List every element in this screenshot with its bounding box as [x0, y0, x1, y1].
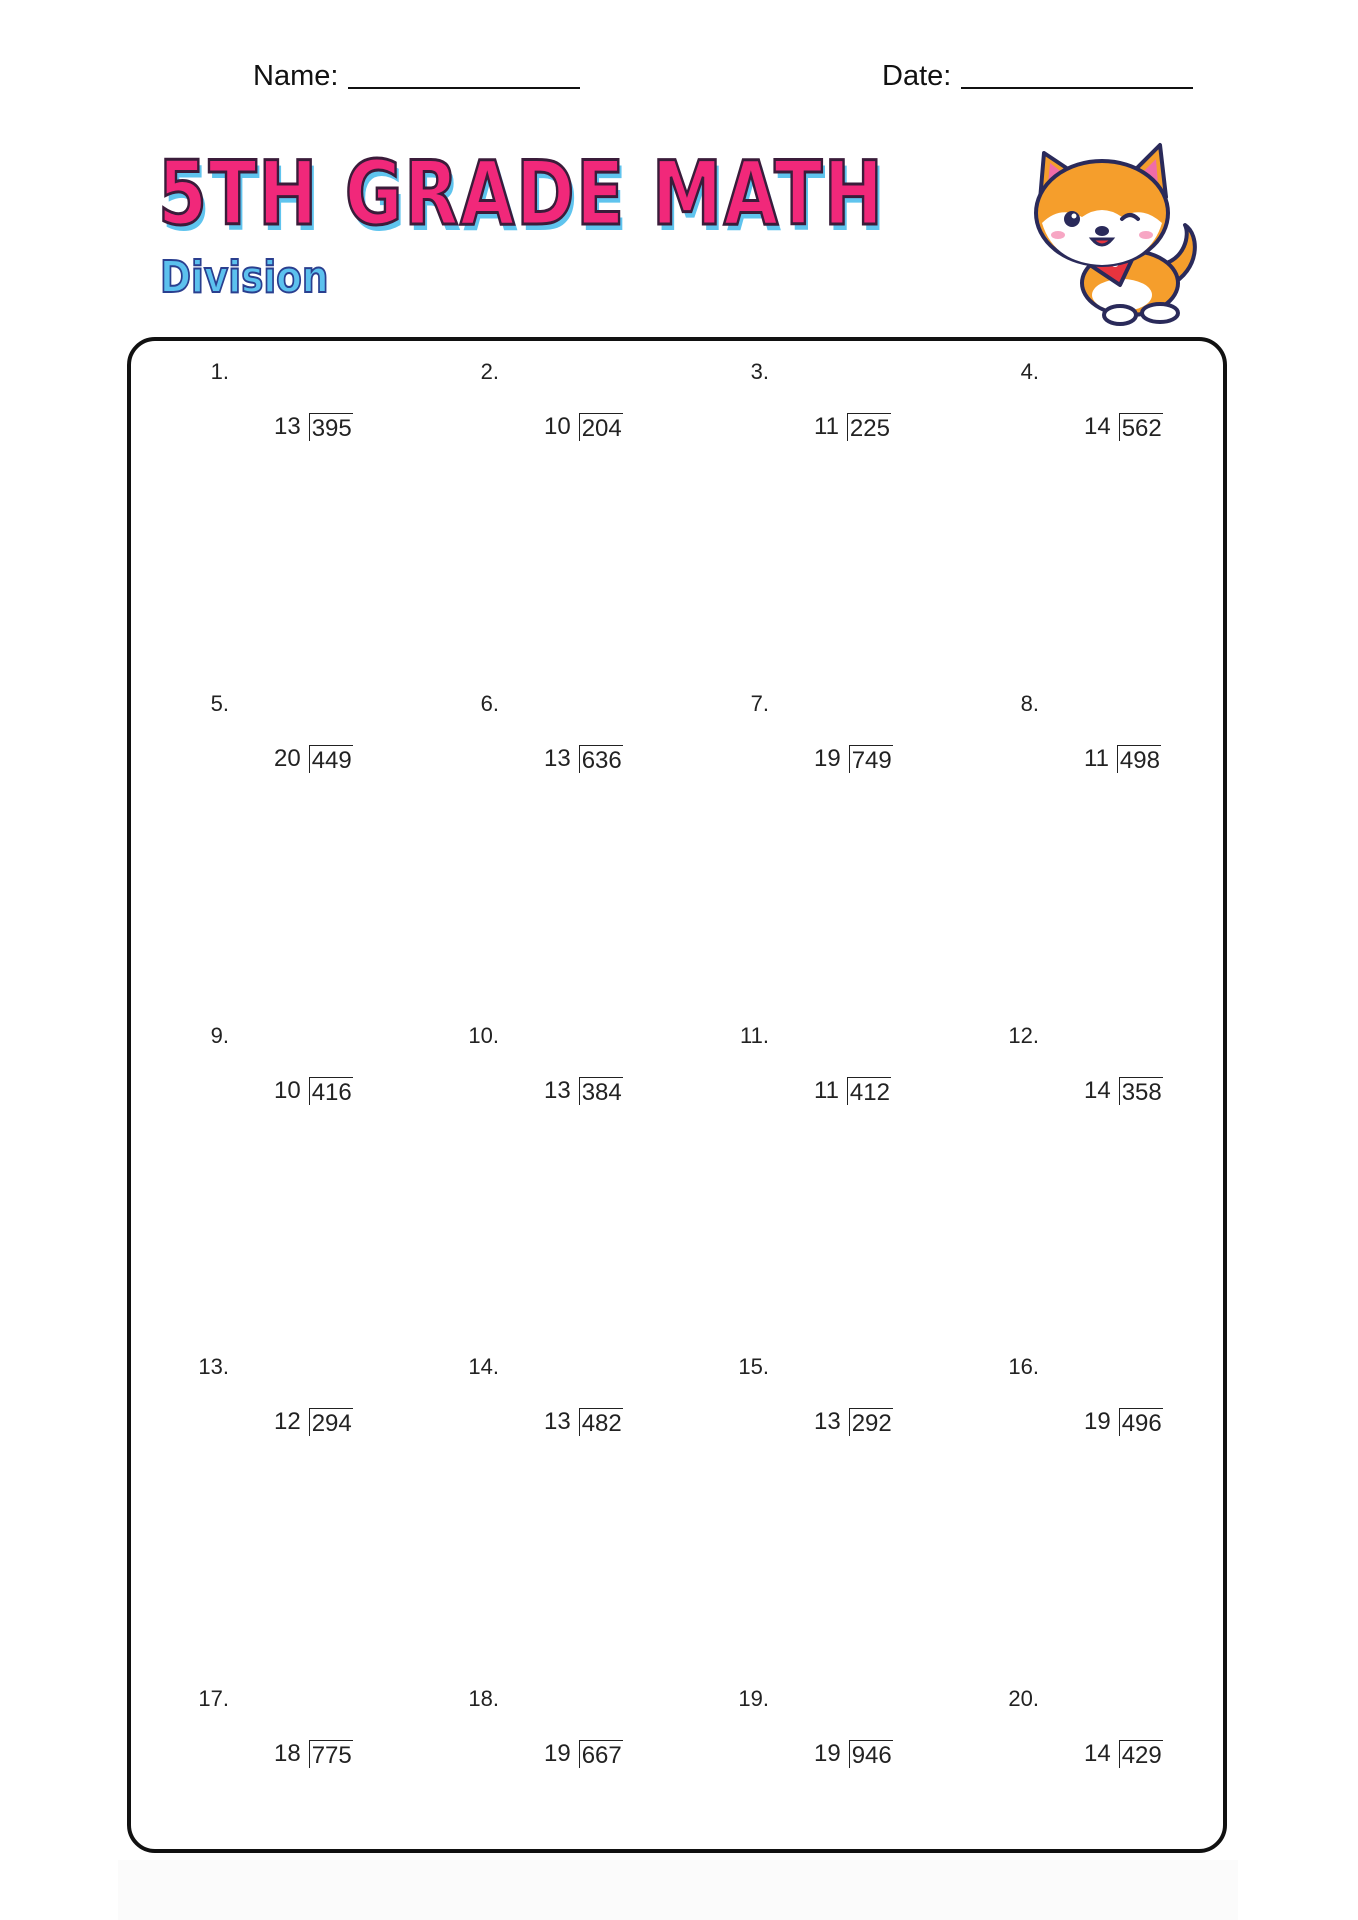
divisor: 19	[814, 745, 841, 772]
dividend: 412	[847, 1077, 891, 1105]
long-division-expression	[1084, 1077, 1163, 1105]
divisor: 13	[274, 413, 301, 440]
dividend: 225	[847, 413, 891, 441]
problem-number: 17.	[198, 1686, 229, 1711]
dividend: 636	[579, 745, 623, 773]
dividend: 946	[849, 1740, 893, 1768]
problem-number: 1.	[210, 359, 229, 384]
problem-number: 9.	[210, 1023, 229, 1048]
division-problem[interactable]	[179, 1023, 439, 1163]
divisor: 11	[814, 1077, 839, 1104]
dividend: 498	[1117, 745, 1161, 773]
division-problem[interactable]	[719, 359, 979, 499]
problem-number: 15.	[738, 1354, 769, 1379]
dividend: 562	[1119, 413, 1163, 441]
long-division-expression	[1084, 413, 1163, 441]
divisor: 13	[544, 1077, 571, 1104]
problem-number: 6.	[480, 691, 499, 716]
problem-number: 7.	[750, 691, 769, 716]
problem-number: 16.	[1008, 1354, 1039, 1379]
problem-number: 14.	[468, 1354, 499, 1379]
division-problem[interactable]	[449, 1354, 709, 1494]
long-division-expression	[544, 1077, 623, 1105]
divisor: 11	[1084, 745, 1109, 772]
problem-number: 4.	[1020, 359, 1039, 384]
long-division-expression	[274, 745, 353, 773]
long-division-expression	[274, 1077, 353, 1105]
date-blank-line[interactable]	[961, 87, 1193, 89]
divisor: 13	[544, 1408, 571, 1435]
division-problem[interactable]	[989, 359, 1249, 499]
divisor: 11	[814, 413, 839, 440]
long-division-expression	[814, 745, 893, 773]
divisor: 19	[1084, 1408, 1111, 1435]
divisor: 10	[544, 413, 571, 440]
division-problem[interactable]	[989, 1023, 1249, 1163]
dividend: 204	[579, 413, 623, 441]
problem-number: 20.	[1008, 1686, 1039, 1711]
page-title: 5TH GRADE MATH	[158, 142, 885, 245]
long-division-expression	[544, 1408, 623, 1436]
division-problem[interactable]	[449, 1023, 709, 1163]
divisor: 14	[1084, 1077, 1111, 1104]
division-problem[interactable]	[989, 691, 1249, 831]
date-label: Date:	[882, 60, 952, 92]
problem-number: 18.	[468, 1686, 499, 1711]
divisor: 19	[814, 1740, 841, 1767]
long-division-expression	[544, 745, 623, 773]
dividend: 482	[579, 1408, 623, 1436]
long-division-expression	[814, 1740, 893, 1768]
long-division-expression	[274, 413, 353, 441]
division-problem[interactable]	[719, 1354, 979, 1494]
divisor: 20	[274, 745, 301, 772]
division-problem[interactable]	[989, 1354, 1249, 1494]
long-division-expression	[274, 1740, 353, 1768]
divisor: 14	[1084, 413, 1111, 440]
division-problem[interactable]	[179, 1354, 439, 1494]
dividend: 429	[1119, 1740, 1163, 1768]
page-bottom-strip	[118, 1860, 1238, 1920]
problem-number: 8.	[1020, 691, 1039, 716]
division-problem[interactable]	[719, 1023, 979, 1163]
problem-number: 11.	[740, 1023, 769, 1048]
division-problem[interactable]	[179, 1686, 439, 1826]
divisor: 13	[814, 1408, 841, 1435]
divisor: 12	[274, 1408, 301, 1435]
long-division-expression	[814, 1077, 891, 1105]
dividend: 749	[849, 745, 893, 773]
division-problem[interactable]	[449, 359, 709, 499]
problem-number: 2.	[480, 359, 499, 384]
dividend: 395	[309, 413, 353, 441]
long-division-expression	[1084, 745, 1161, 773]
divisor: 19	[544, 1740, 571, 1767]
division-problem[interactable]	[449, 691, 709, 831]
dividend: 496	[1119, 1408, 1163, 1436]
long-division-expression	[1084, 1740, 1163, 1768]
division-problem[interactable]	[179, 691, 439, 831]
problem-number: 19.	[738, 1686, 769, 1711]
problem-number: 3.	[750, 359, 769, 384]
divisor: 10	[274, 1077, 301, 1104]
long-division-expression	[814, 1408, 893, 1436]
name-label: Name:	[253, 60, 339, 92]
problem-number: 12.	[1008, 1023, 1039, 1048]
dividend: 292	[849, 1408, 893, 1436]
problem-number: 13.	[198, 1354, 229, 1379]
dividend: 449	[309, 745, 353, 773]
dividend: 384	[579, 1077, 623, 1105]
long-division-expression	[544, 413, 623, 441]
division-problem[interactable]	[179, 359, 439, 499]
date-field[interactable]	[882, 60, 1193, 93]
problem-number: 5.	[210, 691, 229, 716]
divisor: 18	[274, 1740, 301, 1767]
long-division-expression	[544, 1740, 623, 1768]
page-subtitle: Division	[160, 252, 329, 303]
division-problem[interactable]	[449, 1686, 709, 1826]
dividend: 294	[309, 1408, 353, 1436]
problem-number: 10.	[468, 1023, 499, 1048]
divisor: 13	[544, 745, 571, 772]
division-problem[interactable]	[989, 1686, 1249, 1826]
division-problem[interactable]	[719, 691, 979, 831]
dividend: 667	[579, 1740, 623, 1768]
dividend: 416	[309, 1077, 353, 1105]
long-division-expression	[1084, 1408, 1163, 1436]
name-blank-line[interactable]	[348, 87, 580, 89]
long-division-expression	[814, 413, 891, 441]
division-problem[interactable]	[719, 1686, 979, 1826]
dividend: 358	[1119, 1077, 1163, 1105]
shiba-dog-mascot-icon	[1010, 135, 1210, 335]
name-field[interactable]	[253, 60, 580, 93]
long-division-expression	[274, 1408, 353, 1436]
problems-panel	[127, 337, 1227, 1853]
dividend: 775	[309, 1740, 353, 1768]
divisor: 14	[1084, 1740, 1111, 1767]
